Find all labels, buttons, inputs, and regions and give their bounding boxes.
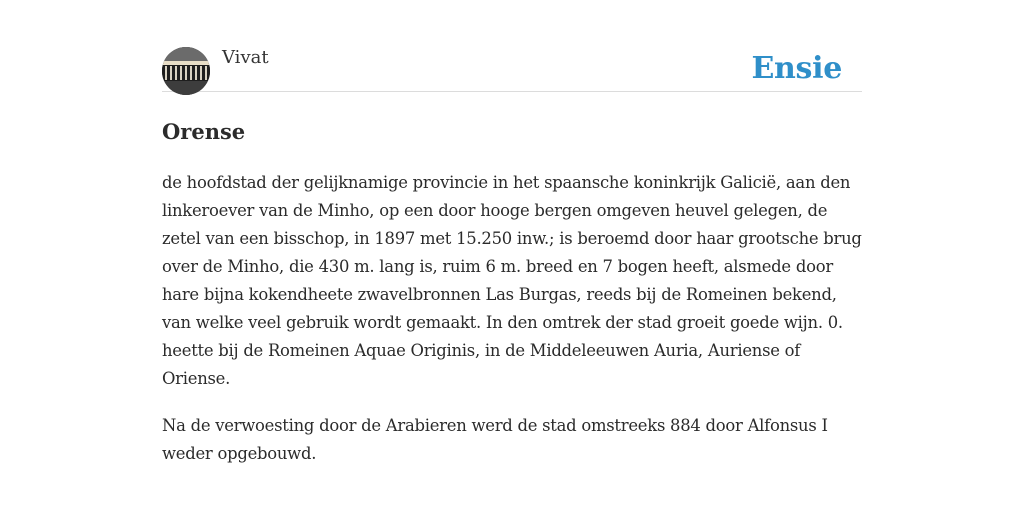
brand-logo[interactable]: Ensie <box>751 51 842 86</box>
article-paragraph: de hoofdstad der gelijknamige provincie in het spaansche koninkrijk Galicië, aan den linkeroever van de Minho, op een door hooge bergen omgeven heuvel gelegen, de zetel van een bisschop, in 1897 met 15.250 inw.; is beroemd door haar grootsche brug over de Minho, die 430 m. lang is, ruim 6 m. breed en 7 bogen heeft, alsmede door hare bijna kokendheete zwavelbronnen Las Burgas, reeds bij de Romeinen bekend, van welke veel gebruik wordt gemaakt. In den omtrek der stad groeit goede wijn. 0. heette bij de Romeinen Aquae Originis, in de Middeleeuwen Auria, Auriense of Oriense. <box>162 173 862 388</box>
article-card <box>162 46 862 487</box>
source-name[interactable]: Vivat <box>222 47 269 68</box>
article-title: Orense <box>162 119 246 144</box>
article-header <box>162 46 862 92</box>
article-body <box>162 169 862 468</box>
article-paragraph: Na de verwoesting door de Arabieren werd de stad omstreeks 884 door Alfonsus I weder opgebouwd. <box>162 416 828 463</box>
book-spines-icon <box>162 47 210 95</box>
source-avatar[interactable] <box>162 47 210 95</box>
